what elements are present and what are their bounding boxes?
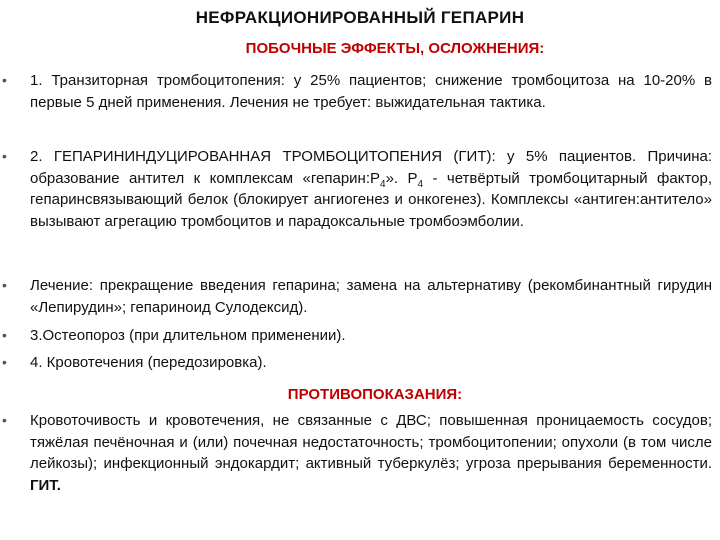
side-effects-heading: ПОБОЧНЫЕ ЭФФЕКТЫ, ОСЛОЖНЕНИЯ: — [245, 40, 545, 57]
list-item-osteoporosis — [2, 325, 712, 347]
item-text: Лечение: прекращение введения гепарина; замена на альтернативу (рекомбинантный гирудин «Лепирудин»; гепариноид Сулодексид). — [30, 277, 712, 316]
bullet-icon: • — [2, 412, 7, 428]
bullet-icon: • — [2, 354, 7, 370]
list-item-treatment — [2, 275, 712, 318]
bullet-icon: • — [2, 327, 7, 343]
list-item-bleeding — [2, 352, 712, 374]
bullet-icon: • — [2, 277, 7, 293]
item-text-part-b: ». Р — [385, 169, 418, 187]
item-text: 1. Транзиторная тромбоцитопения: у 25% пациентов; снижение тромбоцитоза на 10-20% в первые 5 дней применения. Лечения не требует: выжидательная тактика. — [30, 72, 712, 111]
item-text: 3.Остеопороз (при длительном применении). — [30, 327, 346, 344]
list-item-contraindications — [2, 410, 712, 496]
contraindications-heading: ПРОТИВОПОКАЗАНИЯ: — [287, 386, 463, 403]
item-text-bold: ГИТ. — [30, 476, 61, 494]
item-text-part-a: 2. ГЕПАРИНИНДУЦИРОВАННАЯ ТРОМБОЦИТОПЕНИЯ (ГИТ): у 5% пациентов. Причина: образование антител к комплексам «гепарин:Р — [30, 148, 712, 187]
list-item-hit — [2, 146, 712, 232]
bullet-icon: • — [2, 72, 7, 88]
list-item-transient-thrombocytopenia — [2, 70, 712, 113]
page-title: НЕФРАКЦИОНИРОВАННЫЙ ГЕПАРИН — [195, 8, 525, 27]
bullet-icon: • — [2, 148, 7, 164]
item-text-part-c: - четвёртый тромбоцитарный фактор, гепаринсвязывающий белок (блокирует ангиогенез и онкогенез). Комплексы «антиген:антитело» вызывают агрегацию тромбоцитов и парадоксальные тромбоэмболии. — [30, 169, 712, 230]
subscript: 4 — [417, 178, 424, 190]
item-text: Кровоточивость и кровотечения, не связанные с ДВС; повышенная проницаемость сосудов; тяжёлая печёночная и (или) почечная недостаточность; тромбоцитопении; опухоли (в том числе лейкозы); инфекционный эндокардит; активный туберкулёз; угроза прерывания беременности. — [30, 412, 712, 472]
item-text: 4. Кровотечения (передозировка). — [30, 354, 267, 371]
subscript: 4 — [380, 178, 386, 190]
